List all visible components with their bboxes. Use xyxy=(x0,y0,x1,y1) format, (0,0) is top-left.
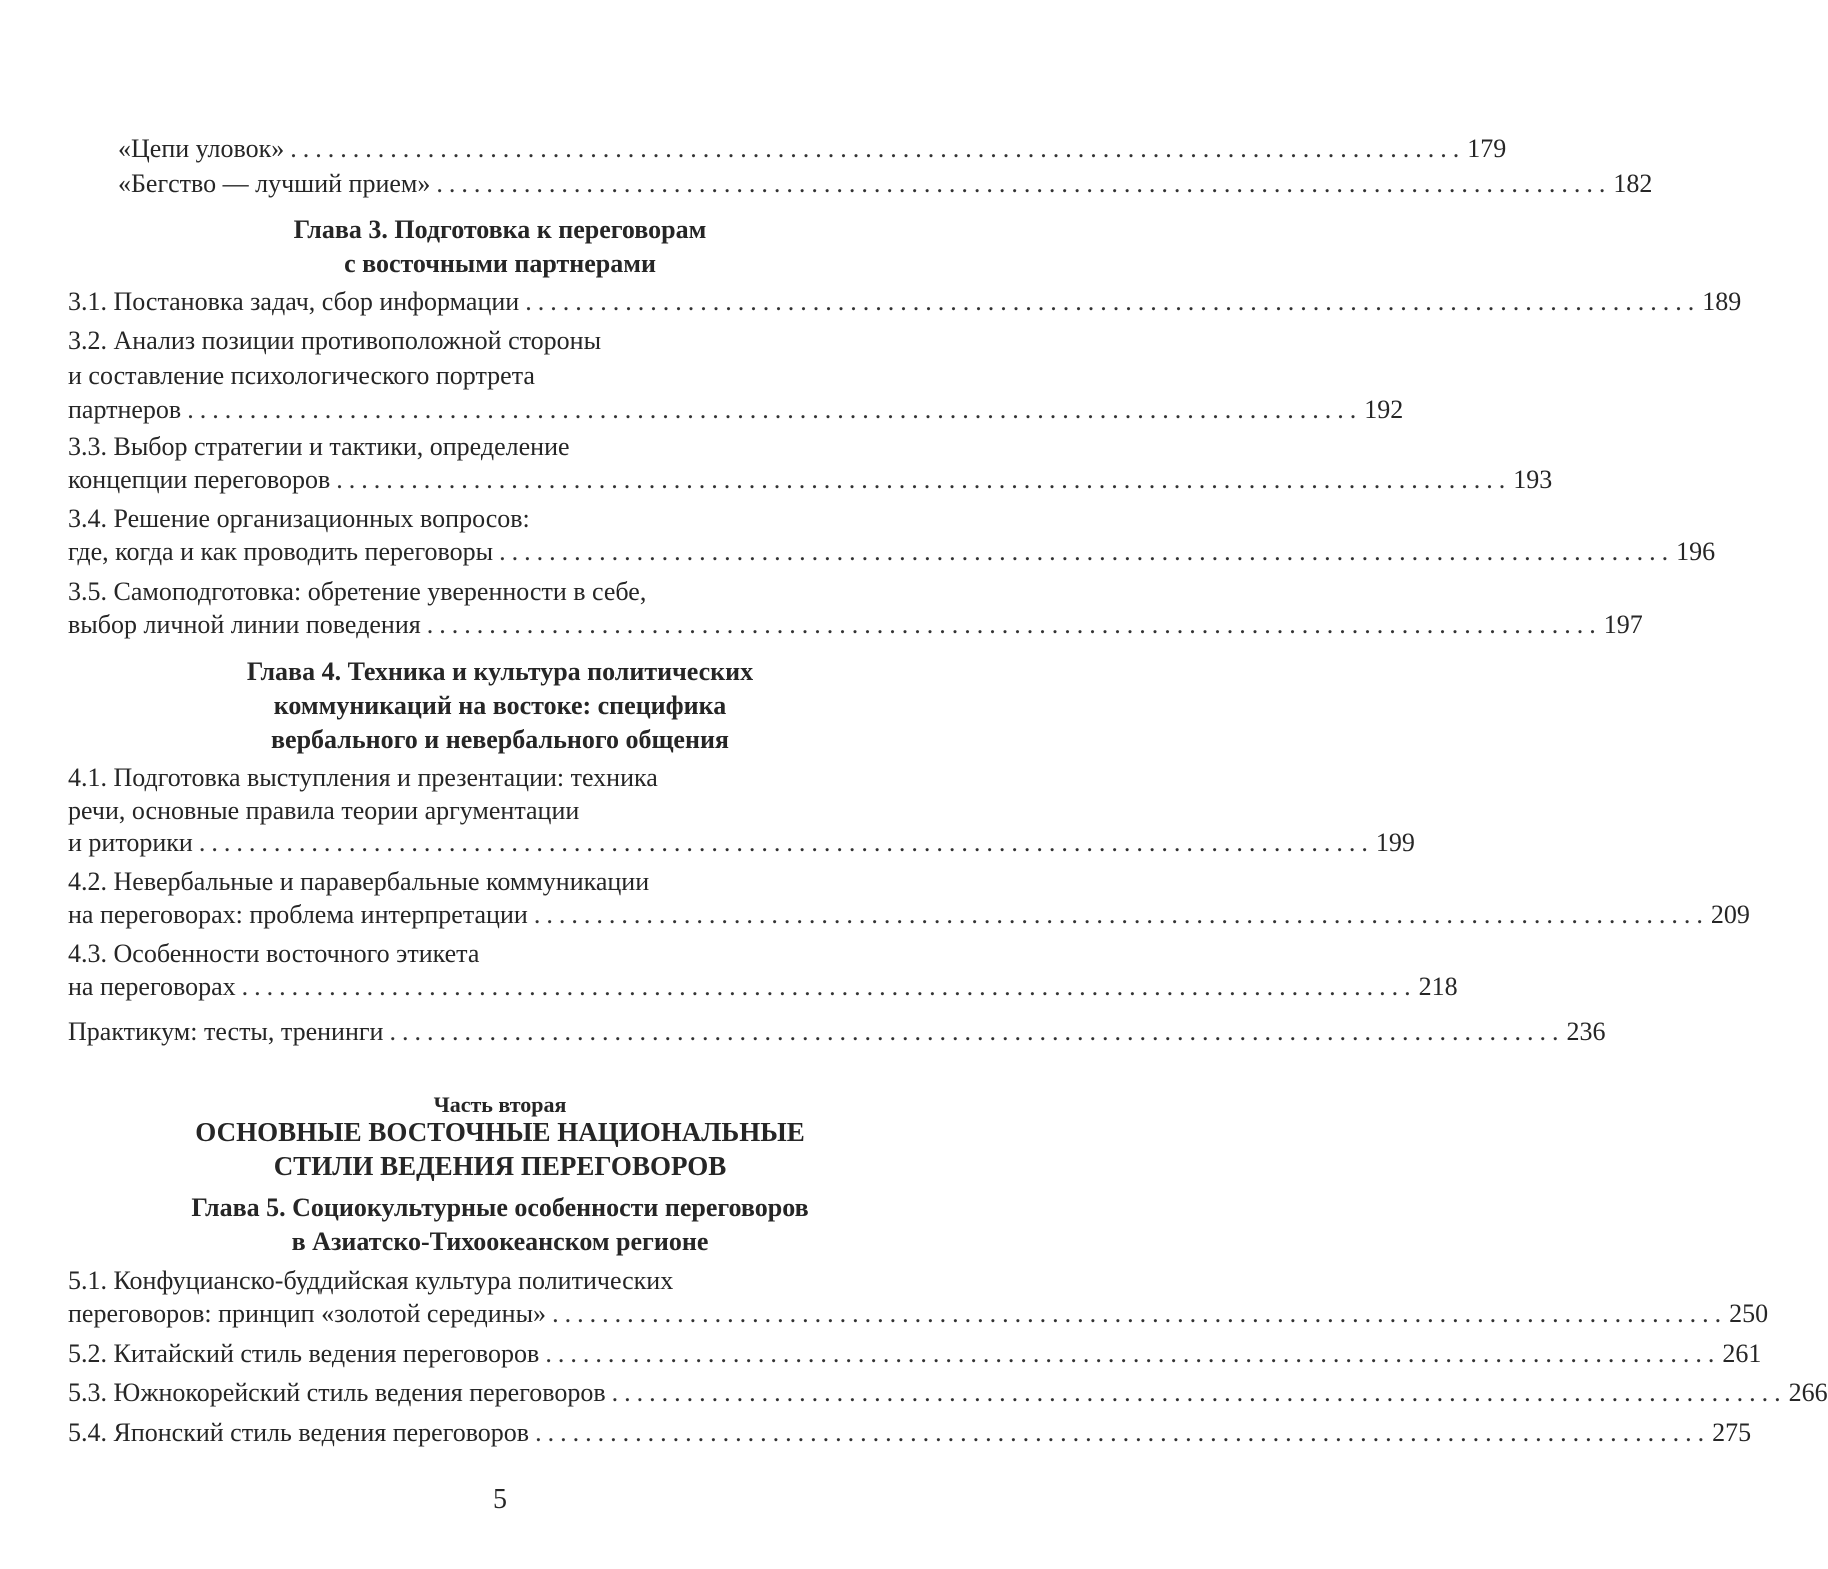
toc-entry-title: «Бегство — лучший прием» xyxy=(118,169,431,198)
toc-entry-4-1-line-1[interactable]: 4.1. Подготовка выступления и презентации: техника xyxy=(68,763,658,792)
toc-page-number: 261 xyxy=(1722,1339,1762,1368)
part-2-title-line-2: СТИЛИ ВЕДЕНИЯ ПЕРЕГОВОРОВ xyxy=(273,1151,727,1181)
toc-entry-5-1[interactable] xyxy=(68,1296,1769,1332)
toc-entry-4-2-line-1[interactable]: 4.2. Невербальные и паравербальные коммуникации xyxy=(68,867,650,896)
toc-page-number: 193 xyxy=(1513,465,1553,494)
chapter-4-title-line-1: Глава 4. Техника и культура политических xyxy=(246,657,754,686)
toc-entry-3-1[interactable] xyxy=(68,284,1742,320)
toc-entry-4-3[interactable] xyxy=(68,969,1458,1005)
toc-entry-flight[interactable] xyxy=(118,166,1653,202)
dot-leader: .............................................................................................. xyxy=(535,1418,1711,1447)
toc-page-number: 209 xyxy=(1710,900,1750,929)
toc-entry-4-1-line-2[interactable]: речи, основные правила теории аргументации xyxy=(68,796,580,825)
toc-entry-5-1-line-1[interactable]: 5.1. Конфуцианско-буддийская культура политических xyxy=(68,1266,674,1295)
toc-entry-4-3-line-1[interactable]: 4.3. Особенности восточного этикета xyxy=(68,939,480,968)
toc-entry-title: Практикум: тесты, тренинги xyxy=(68,1017,384,1046)
chapter-5-title-line-1: Глава 5. Социокультурные особенности переговоров xyxy=(191,1193,809,1222)
toc-page-number: 197 xyxy=(1603,610,1643,639)
toc-entry-title: 3.1. Постановка задач, сбор информации xyxy=(68,287,520,316)
chapter-4-title-line-3: вербального и невербального общения xyxy=(270,725,729,754)
toc-entry-title: концепции переговоров xyxy=(68,465,331,494)
dot-leader: .............................................................................................. xyxy=(552,1299,1728,1328)
toc-entry-3-5[interactable] xyxy=(68,607,1643,643)
toc-entry-practicum[interactable] xyxy=(68,1014,1606,1050)
dot-leader: .............................................................................................. xyxy=(611,1378,1787,1407)
toc-page-number: 199 xyxy=(1375,828,1415,857)
dot-leader: .............................................................................................. xyxy=(545,1339,1721,1368)
toc-entry-3-2-line-1[interactable]: 3.2. Анализ позиции противоположной стороны xyxy=(68,326,602,355)
toc-entry-title: где, когда и как проводить переговоры xyxy=(68,537,494,566)
chapter-3-title-line-1: Глава 3. Подготовка к переговорам xyxy=(293,215,707,244)
dot-leader: .............................................................................................. xyxy=(241,972,1417,1001)
dot-leader: .............................................................................................. xyxy=(436,169,1612,198)
toc-page-number: 179 xyxy=(1467,134,1507,163)
toc-page-number: 189 xyxy=(1702,287,1742,316)
dot-leader: .............................................................................................. xyxy=(426,610,1602,639)
toc-entry-4-1[interactable] xyxy=(68,825,1415,861)
toc-entry-title: «Цепи уловок» xyxy=(118,134,285,163)
toc-entry-title: 5.3. Южнокорейский стиль ведения переговоров xyxy=(68,1378,606,1407)
dot-leader: .............................................................................................. xyxy=(336,465,1512,494)
toc-entry-title: и риторики xyxy=(68,828,193,857)
chapter-3-title-line-2: с восточными партнерами xyxy=(344,249,656,278)
dot-leader: .............................................................................................. xyxy=(187,395,1363,424)
toc-page-number: 250 xyxy=(1729,1299,1769,1328)
toc-page-number: 275 xyxy=(1712,1418,1752,1447)
part-2-label: Часть вторая xyxy=(433,1092,567,1117)
page-number: 5 xyxy=(493,1484,507,1515)
toc-entry-title: на переговорах xyxy=(68,972,236,1001)
toc-page-number: 182 xyxy=(1613,169,1653,198)
chapter-5-title-line-2: в Азиатско-Тихоокеанском регионе xyxy=(291,1227,709,1256)
chapter-4-title-line-2: коммуникаций на востоке: специфика xyxy=(273,691,727,720)
toc-entry-chains-of-tricks[interactable] xyxy=(118,131,1507,167)
dot-leader: .............................................................................................. xyxy=(525,287,1701,316)
toc-entry-4-2[interactable] xyxy=(68,897,1750,933)
toc-entry-3-5-line-1[interactable]: 3.5. Самоподготовка: обретение уверенности в себе, xyxy=(68,577,647,606)
toc-page-number: 218 xyxy=(1418,972,1458,1001)
dot-leader: .............................................................................................. xyxy=(499,537,1675,566)
toc-entry-title: переговоров: принцип «золотой середины» xyxy=(68,1299,547,1328)
toc-page-number: 196 xyxy=(1676,537,1716,566)
toc-entry-3-4[interactable] xyxy=(68,534,1716,570)
toc-entry-title: партнеров xyxy=(68,395,182,424)
toc-entry-5-3[interactable] xyxy=(68,1375,1828,1411)
toc-entry-3-2[interactable] xyxy=(68,392,1404,428)
toc-entry-title: 5.2. Китайский стиль ведения переговоров xyxy=(68,1339,540,1368)
part-2-title-line-1: ОСНОВНЫЕ ВОСТОЧНЫЕ НАЦИОНАЛЬНЫЕ xyxy=(195,1117,805,1147)
toc-page-number: 236 xyxy=(1566,1017,1606,1046)
toc-entry-3-3[interactable] xyxy=(68,462,1553,498)
dot-leader: .............................................................................................. xyxy=(533,900,1709,929)
toc-page-number: 192 xyxy=(1364,395,1404,424)
dot-leader: .............................................................................................. xyxy=(198,828,1374,857)
toc-page-number: 266 xyxy=(1788,1378,1828,1407)
toc-entry-5-4[interactable] xyxy=(68,1415,1752,1451)
toc-entry-3-3-line-1[interactable]: 3.3. Выбор стратегии и тактики, определение xyxy=(68,432,570,461)
toc-entry-title: 5.4. Японский стиль ведения переговоров xyxy=(68,1418,530,1447)
toc-entry-3-4-line-1[interactable]: 3.4. Решение организационных вопросов: xyxy=(68,504,530,533)
dot-leader: .............................................................................................. xyxy=(290,134,1466,163)
toc-entry-3-2-line-2[interactable]: и составление психологического портрета xyxy=(68,361,535,390)
toc-entry-title: выбор личной линии поведения xyxy=(68,610,421,639)
dot-leader: .............................................................................................. xyxy=(389,1017,1565,1046)
toc-entry-title: на переговорах: проблема интерпретации xyxy=(68,900,528,929)
toc-entry-5-2[interactable] xyxy=(68,1336,1762,1372)
